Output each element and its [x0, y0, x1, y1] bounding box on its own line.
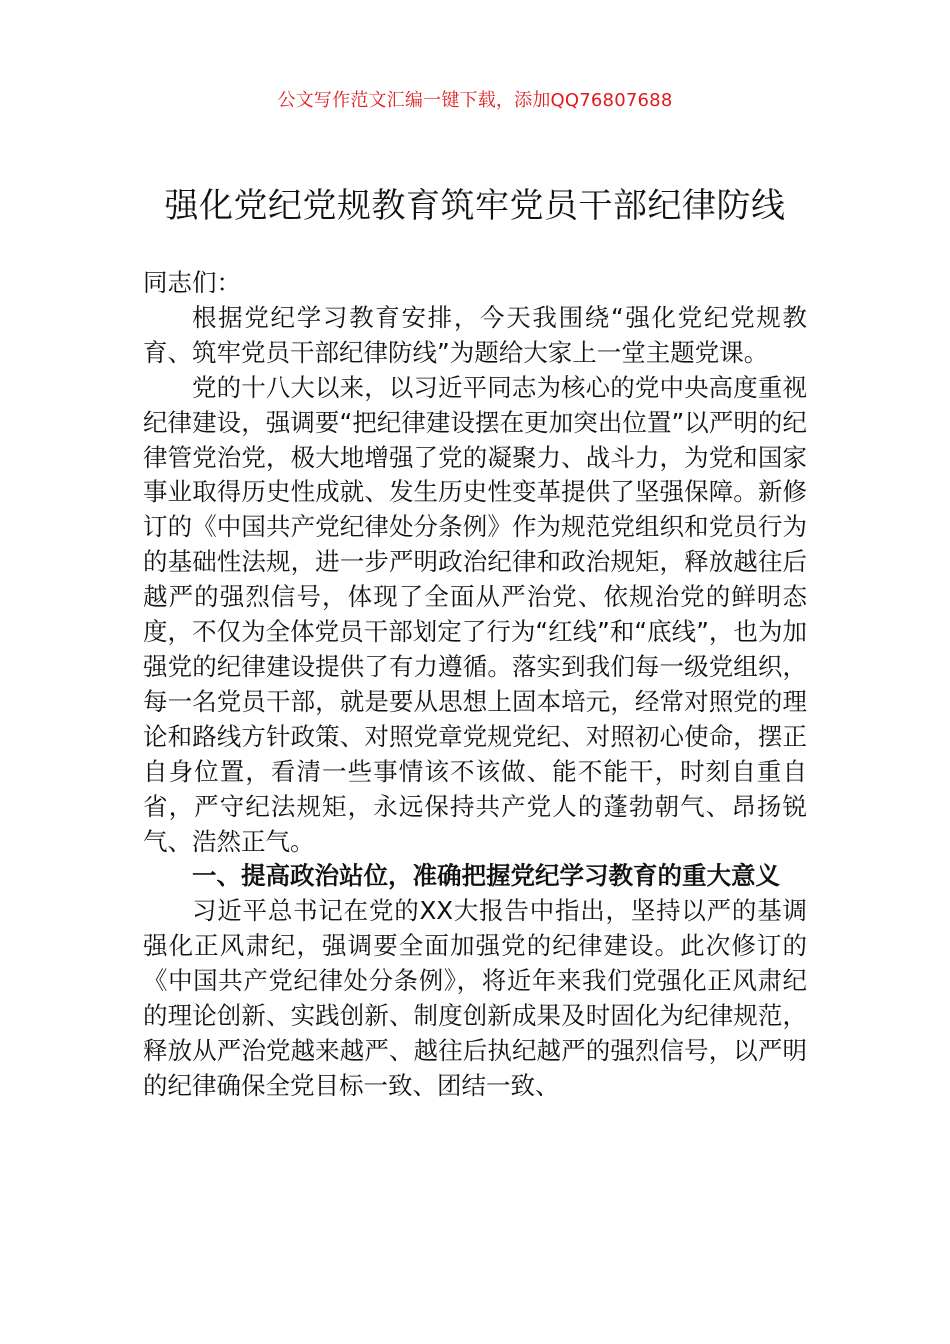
document-title: 强化党纪党规教育筑牢党员干部纪律防线	[164, 186, 786, 226]
document-body	[143, 266, 807, 1104]
paragraph-intro: 根据党纪学习教育安排，今天我围绕“强化党纪党规教育、筑牢党员干部纪律防线”为题给大家上一堂主题党课。	[143, 302, 807, 367]
header-promo-note: 公文写作范文汇编一键下载，添加QQ76807688	[277, 90, 673, 111]
section-1-paragraph: 习近平总书记在党的XX大报告中指出，坚持以严的基调强化正风肃纪，强调要全面加强党的纪律建设。此次修订的《中国共产党纪律处分条例》，将近年来我们党强化正风肃纪的理论创新、实践创新、制度创新成果及时固化为纪律规范，释放从严治党越来越严、越往后执纪越严的强烈信号，以严明的纪律确保全党目标一致、团结一致、	[143, 896, 807, 1100]
paragraph-background: 党的十八大以来，以习近平同志为核心的党中央高度重视纪律建设，强调要“把纪律建设摆在更加突出位置”以严明的纪律管党治党，极大地增强了党的凝聚力、战斗力，为党和国家事业取得历史性成就、发生历史性变革提供了坚强保障。新修订的《中国共产党纪律处分条例》作为规范党组织和党员行为的基础性法规，进一步严明政治纪律和政治规矩，释放越往后越严的强烈信号，体现了全面从严治党、依规治党的鲜明态度，不仅为全体党员干部划定了行为“红线”和“底线”，也为加强党的纪律建设提供了有力遵循。落实到我们每一级党组织，每一名党员干部，就是要从思想上固本培元，经常对照党的理论和路线方针政策、对照党章党规党纪、对照初心使命，摆正自身位置，看清一些事情该不该做、能不能干，时刻自重自省，严守纪法规矩，永远保持共产党人的蓬勃朝气、昂扬锐气、浩然正气。	[143, 372, 807, 856]
section-heading-1: 一、提高政治站位，准确把握党纪学习教育的重大意义	[192, 861, 780, 891]
salutation: 同志们：	[143, 268, 241, 297]
